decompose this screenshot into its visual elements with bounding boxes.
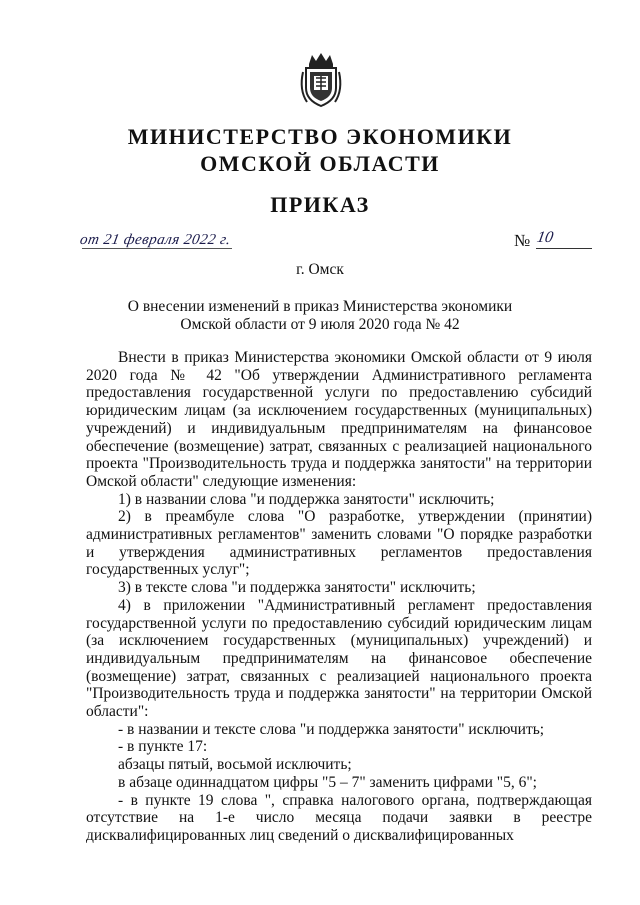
date-underline (82, 248, 232, 249)
handwritten-date: от 21 февраля 2022 г. (78, 232, 233, 248)
body-paragraph: 2) в преамбуле слова "О разработке, утверждении (принятии) административных регламентов" заменить словами "О порядке разработки и утверждения административных регламентов предоставления государственных услуг"; (86, 508, 592, 579)
ministry-name-line2: ОМСКОЙ ОБЛАСТИ (200, 151, 440, 176)
city-line: г. Омск (296, 261, 344, 278)
document-number: 10 (535, 229, 555, 246)
number-underline (536, 248, 592, 249)
subject-line-2: Омской области от 9 июля 2020 года № 42 (180, 316, 460, 333)
subject-line-1: О внесении изменений в приказ Министерства экономики (127, 298, 513, 315)
body-paragraph: - в пункте 19 слова ", справка налогового органа, подтверждающая отсутствие на 1-е число месяца подачи заявки в реестре дисквалифицированных лиц сведений о дисквалифицированных (86, 791, 592, 844)
body-paragraph: 4) в приложении "Административный регламент предоставления государственной услуги по предоставлению субсидий юридическим лицам (за исключением государственных (муниципальных) учреждений) и индивидуальным предпринимателям на финансовое обеспечение (возмещение) затрат, связанных с реализацией национального проекта "Производительность труда и поддержка занятости" на территории Омской области": (86, 596, 592, 721)
body-paragraph: абзацы пятый, восьмой исключить; (118, 756, 352, 774)
coat-of-arms-icon (297, 50, 345, 110)
order-body (86, 349, 592, 845)
body-paragraph: Внести в приказ Министерства экономики Омской области от 9 июля 2020 года № 42 "Об утверждении Административного регламента предоставления государственной услуги по предоставлению субсидий юридическим лицам (за исключением государственных (муниципальных) учреждений) и индивидуальным предпринимателям на финансовое обеспечение (возмещение) затрат, связанных с реализацией национального проекта "Производительность труда и поддержка занятости" на территории Омской области" следующие изменения: (86, 349, 592, 490)
order-subject (120, 298, 520, 334)
number-label: № (514, 231, 531, 250)
body-paragraph: 3) в тексте слова "и поддержка занятости" исключить; (118, 579, 476, 597)
ministry-name-line1: МИНИСТЕРСТВО ЭКОНОМИКИ (127, 124, 513, 149)
body-paragraph: 1) в названии слова "и поддержка занятости" исключить; (118, 490, 495, 508)
body-paragraph: - в пункте 17: (118, 738, 208, 756)
document-type-title: ПРИКАЗ (270, 192, 370, 217)
body-paragraph: - в названии и тексте слова "и поддержка занятости" исключить; (118, 720, 545, 738)
body-paragraph: в абзаце одиннадцатом цифры "5 – 7" заменить цифрами "5, 6"; (118, 773, 537, 791)
